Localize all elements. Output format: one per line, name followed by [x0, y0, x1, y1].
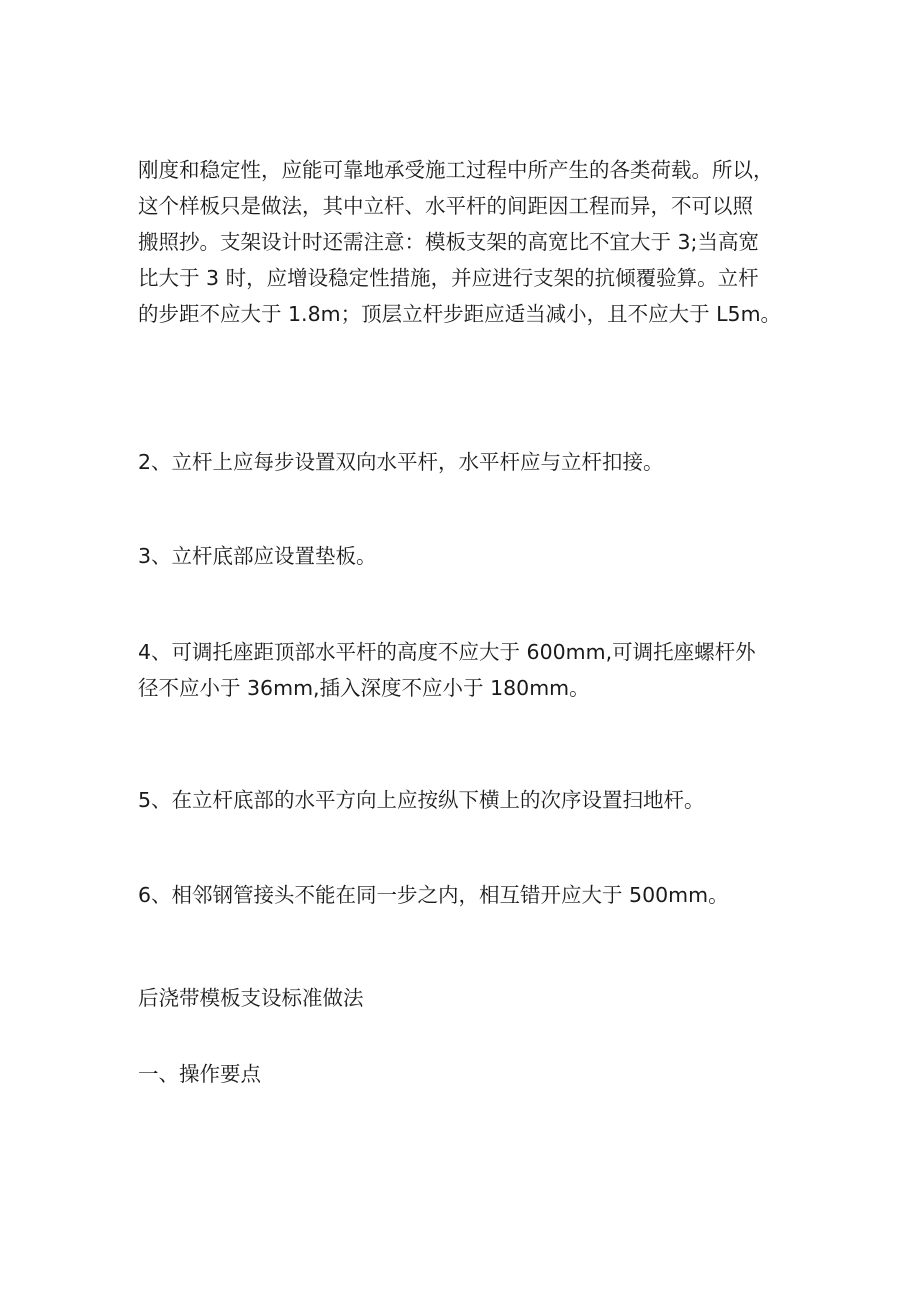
- subsection-title: 一、操作要点: [138, 1062, 261, 1086]
- text-line: 径不应小于 36mm,插入深度不应小于 180mm。: [138, 676, 590, 700]
- text-line: 刚度和稳定性，应能可靠地承受施工过程中所产生的各类荷载。所以，: [138, 158, 774, 182]
- list-item-6: [138, 877, 798, 913]
- text-line: 4、可调托座距顶部水平杆的高度不应大于 600mm,可调托座螺杆外: [138, 640, 756, 664]
- text-line: 搬照抄。支架设计时还需注意：模板支架的高宽比不宜大于 3;当高宽: [138, 230, 759, 254]
- text-line: 2、立杆上应每步设置双向水平杆，水平杆应与立杆扣接。: [138, 450, 664, 474]
- list-item-2: [138, 444, 798, 480]
- text-line: 的步距不应大于 1.8m；顶层立杆步距应适当减小，且不应大于 L5m。: [138, 302, 782, 326]
- list-item-5: [138, 782, 798, 818]
- intro-paragraph: [138, 152, 798, 332]
- text-line: 3、立杆底部应设置垫板。: [138, 544, 377, 568]
- text-line: 5、在立杆底部的水平方向上应按纵下横上的次序设置扫地杆。: [138, 788, 705, 812]
- text-line: 这个样板只是做法，其中立杆、水平杆的间距因工程而异，不可以照: [138, 194, 753, 218]
- text-line: 6、相邻钢管接头不能在同一步之内，相互错开应大于 500mm。: [138, 883, 729, 907]
- list-item-3: [138, 538, 798, 574]
- section-title: 后浇带模板支设标准做法: [138, 986, 364, 1010]
- text-line: 比大于 3 时，应增设稳定性措施，并应进行支架的抗倾覆验算。立杆: [138, 266, 759, 290]
- list-item-4: [138, 634, 798, 706]
